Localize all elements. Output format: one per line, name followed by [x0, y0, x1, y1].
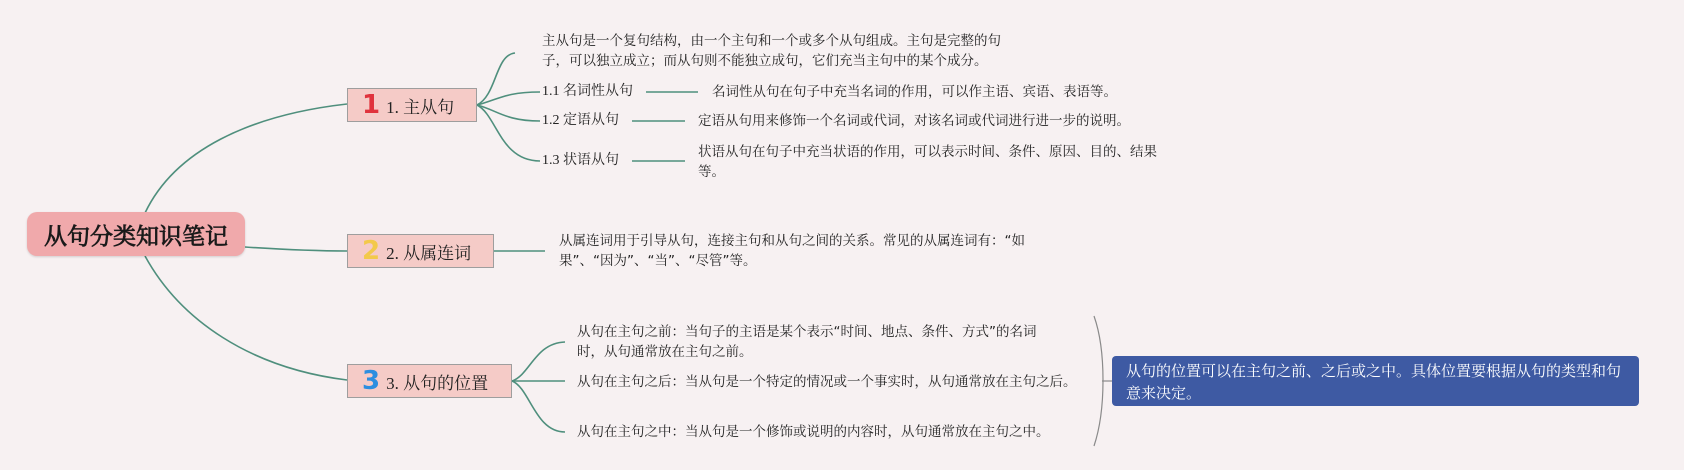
connector-b3-c1	[512, 342, 565, 381]
branch2-description: 从属连词用于引导从句，连接主句和从句之间的关系。常见的从属连词有：“如果”、“因为”、“当”、“尽管”等。	[559, 233, 1025, 269]
connector-b1-c1	[477, 92, 540, 105]
summary-text: 从句的位置可以在主句之前、之后或之中。具体位置要根据从句的类型和句意来决定。	[1126, 362, 1622, 402]
subtopic-attributive-clause-label[interactable]: 1.2 定语从句	[542, 113, 619, 128]
connector-root-branch1	[145, 104, 347, 213]
number-2-icon: 2	[362, 236, 381, 266]
number-3-icon: 3	[362, 366, 381, 396]
root-title: 从句分类知识笔记	[44, 223, 228, 250]
summary-bracket	[1094, 316, 1103, 446]
branch-subordinating-conjunctions[interactable]	[347, 234, 494, 268]
connector-b3-c3	[512, 381, 565, 432]
connector-b1-desc	[477, 53, 515, 105]
connector-root-branch3	[145, 256, 347, 380]
branch-clause-position[interactable]	[347, 364, 512, 398]
connector-root-branch2	[245, 247, 347, 251]
subtopic-attributive-clause-description: 定语从句用来修饰一个名词或代词，对该名词或代词进行进一步的说明。	[698, 113, 1130, 129]
position-before-description: 从句在主句之前：当句子的主语是某个表示“时间、地点、条件、方式”的名词时，从句通常放在主句之前。	[577, 324, 1037, 360]
number-1-icon: 1	[362, 90, 381, 120]
connector-b1-c3	[477, 105, 540, 161]
subtopic-noun-clause-description: 名词性从句在句子中充当名词的作用，可以作主语、宾语、表语等。	[712, 84, 1117, 100]
subtopic-adverbial-clause-description: 状语从句在句子中充当状语的作用，可以表示时间、条件、原因、目的、结果等。	[698, 144, 1157, 180]
branch-label: 3. 从句的位置	[386, 373, 489, 393]
subtopic-noun-clause-label[interactable]: 1.1 名词性从句	[542, 84, 633, 99]
branch-label: 2. 从属连词	[386, 243, 472, 263]
branch-label: 1. 主从句	[386, 97, 455, 117]
root-topic[interactable]	[27, 212, 245, 256]
position-middle-description: 从句在主句之中：当从句是一个修饰或说明的内容时，从句通常放在主句之中。	[577, 424, 1050, 440]
position-after-description: 从句在主句之后：当从句是一个特定的情况或一个事实时，从句通常放在主句之后。	[577, 374, 1077, 390]
branch1-description: 主从句是一个复句结构，由一个主句和一个或多个从句组成。主句是完整的句子，可以独立成立；而从句则不能独立成句，它们充当主句中的某个成分。	[542, 33, 1001, 69]
position-summary[interactable]	[1112, 356, 1639, 406]
branch-main-clause[interactable]	[347, 88, 477, 122]
subtopic-adverbial-clause-label[interactable]: 1.3 状语从句	[542, 153, 619, 168]
